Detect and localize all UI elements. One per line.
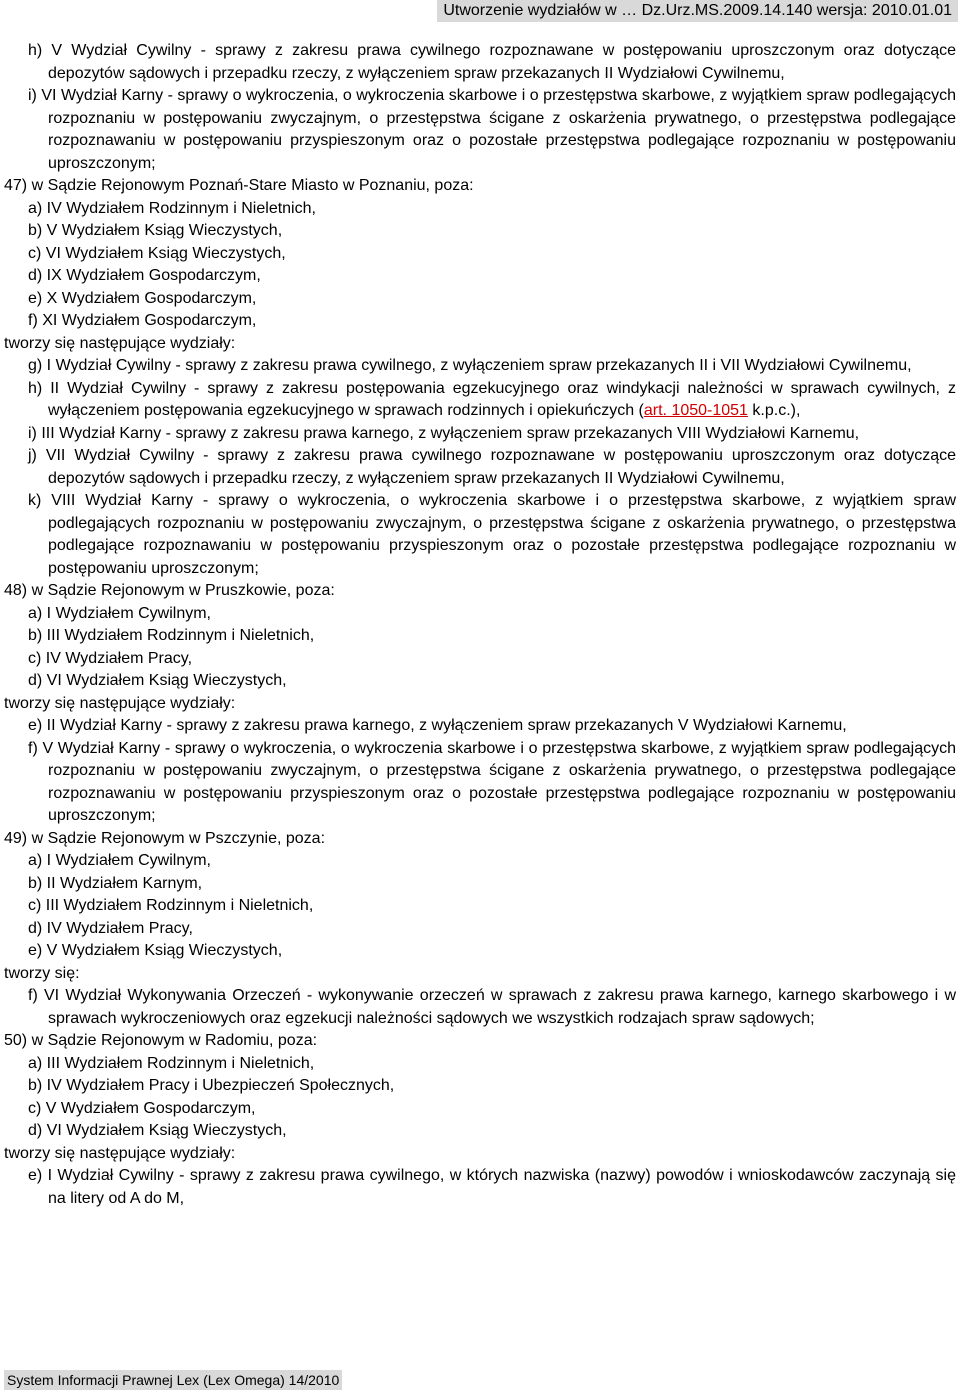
list-item: b) IV Wydziałem Pracy i Ubezpieczeń Społecznych, xyxy=(28,1077,395,1094)
list-item: d) VI Wydziałem Ksiąg Wieczystych, xyxy=(28,672,287,689)
list-item: c) IV Wydziałem Pracy, xyxy=(28,649,193,667)
list-item: f) XI Wydziałem Gospodarczym, xyxy=(28,312,257,329)
list-item: k) VIII Wydział Karny - sprawy o wykroczenia, o wykroczenia skarbowe i o przestępstwa skarbowe, z wyjątkiem spraw podlegających rozpoznaniu w postępowaniu zwyczajnym, o przestępstwa ścigane z oskarżenia prywatnego, o przestępstwa podlegające rozpoznawaniu w postępowaniu przyspieszonym oraz o pozostałe przestępstwa podlegające rozpoznaniu w postępowaniu uproszczonym; xyxy=(28,492,956,577)
section-heading: 49) w Sądzie Rejonowym w Pszczynie, poza: xyxy=(4,829,326,847)
list-item: d) IV Wydziałem Pracy, xyxy=(28,919,193,937)
document-footer: System Informacji Prawnej Lex (Lex Omega) 14/2010 xyxy=(4,1370,342,1390)
list-item: f) VI Wydział Wykonywania Orzeczeń - wykonywanie orzeczeń w sprawach z zakresu prawa karnego, karnego skarbowego i w sprawach wykroczeniowych oraz egzekucji należności sądowych we wszystkich rodzajach spraw sądowych; xyxy=(28,987,956,1027)
list-item: e) II Wydział Karny - sprawy z zakresu prawa karnego, z wyłączeniem spraw przekazanych V Wydziałowi Karnemu, xyxy=(28,717,847,734)
section-heading: tworzy się: xyxy=(4,964,80,982)
list-item: b) II Wydziałem Karnym, xyxy=(28,874,203,892)
section-heading: 47) w Sądzie Rejonowym Poznań-Stare Miasto w Poznaniu, poza: xyxy=(4,177,474,194)
list-item: j) VII Wydział Cywilny - sprawy z zakresu prawa cywilnego rozpoznawane w postępowaniu uproszczonym oraz dotyczące depozytów sądowych i przepadku rzeczy, z wyłączeniem spraw przekazanych II Wydziałowi Cywilnemu, xyxy=(28,447,956,487)
section-heading: 50) w Sądzie Rejonowym w Radomiu, poza: xyxy=(4,1032,318,1049)
list-item: c) V Wydziałem Gospodarczym, xyxy=(28,1099,256,1117)
list-item-text: h) II Wydział Cywilny - sprawy z zakresu postępowania egzekucyjnego oraz windykacji należności w sprawach cywilnych, z wyłączeniem postępowania egzekucyjnego w sprawach rodzinnych i opiekuńczych ( xyxy=(28,379,956,419)
list-item: c) III Wydziałem Rodzinnym i Nieletnich, xyxy=(28,897,314,914)
list-item: a) I Wydziałem Cywilnym, xyxy=(28,604,211,622)
legal-reference-link[interactable]: art. 1050-1051 xyxy=(643,402,748,419)
list-item: e) X Wydziałem Gospodarczym, xyxy=(28,289,257,307)
list-item: i) VI Wydział Karny - sprawy o wykroczenia, o wykroczenia skarbowe i o przestępstwa skarbowe, z wyjątkiem spraw podlegających rozpoznaniu w postępowaniu zwyczajnym, o przestępstwa ścigane z oskarżenia prywatnego, o przestępstwa podlegające rozpoznawaniu w postępowaniu przyspieszonym oraz o pozostałe przestępstwa podlegające rozpoznaniu w postępowaniu uproszczonym; xyxy=(28,87,956,172)
list-item: f) V Wydział Karny - sprawy o wykroczenia, o wykroczenia skarbowe i o przestępstwa skarbowe, z wyjątkiem spraw podlegających rozpoznaniu w postępowaniu zwyczajnym, o przestępstwa ścigane z oskarżenia prywatnego, o przestępstwa podlegające rozpoznawaniu w postępowaniu przyspieszonym oraz o pozostałe przestępstwa podlegające rozpoznaniu w postępowaniu uproszczonym; xyxy=(28,739,956,824)
section-heading: tworzy się następujące wydziały: xyxy=(4,334,236,352)
list-item-text: k.p.c.), xyxy=(747,402,801,419)
document-body xyxy=(4,40,956,1210)
list-item: e) V Wydziałem Ksiąg Wieczystych, xyxy=(28,942,283,959)
section-heading: tworzy się następujące wydziały: xyxy=(4,1144,236,1162)
list-item: h) V Wydział Cywilny - sprawy z zakresu prawa cywilnego rozpoznawane w postępowaniu uproszczonym oraz dotyczące depozytów sądowych i przepadku rzeczy, z wyłączeniem spraw przekazanych II Wydziałowi Cywilnemu, xyxy=(28,42,956,82)
section-heading: 48) w Sądzie Rejonowym w Pruszkowie, poza: xyxy=(4,582,335,599)
list-item xyxy=(4,378,956,423)
list-item: i) III Wydział Karny - sprawy z zakresu prawa karnego, z wyłączeniem spraw przekazanych VIII Wydziałowi Karnemu, xyxy=(28,424,860,442)
list-item: a) III Wydziałem Rodzinnym i Nieletnich, xyxy=(28,1054,315,1072)
list-item: c) VI Wydziałem Ksiąg Wieczystych, xyxy=(28,244,286,262)
list-item: a) IV Wydziałem Rodzinnym i Nieletnich, xyxy=(28,199,316,217)
document-header: Utworzenie wydziałów w … Dz.Urz.MS.2009.14.140 wersja: 2010.01.01 xyxy=(437,0,958,22)
list-item: g) I Wydział Cywilny - sprawy z zakresu prawa cywilnego, z wyłączeniem spraw przekazanych II i VII Wydziałowi Cywilnemu, xyxy=(28,357,912,374)
list-item: b) III Wydziałem Rodzinnym i Nieletnich, xyxy=(28,627,315,644)
section-heading: tworzy się następujące wydziały: xyxy=(4,694,236,712)
list-item: d) IX Wydziałem Gospodarczym, xyxy=(28,267,261,284)
list-item: d) VI Wydziałem Ksiąg Wieczystych, xyxy=(28,1122,287,1139)
list-item: a) I Wydziałem Cywilnym, xyxy=(28,852,211,869)
list-item: b) V Wydziałem Ksiąg Wieczystych, xyxy=(28,222,283,239)
list-item: e) I Wydział Cywilny - sprawy z zakresu prawa cywilnego, w których nazwiska (nazwy) powodów i wnioskodawców zaczynają się na litery od A do M, xyxy=(28,1167,956,1207)
